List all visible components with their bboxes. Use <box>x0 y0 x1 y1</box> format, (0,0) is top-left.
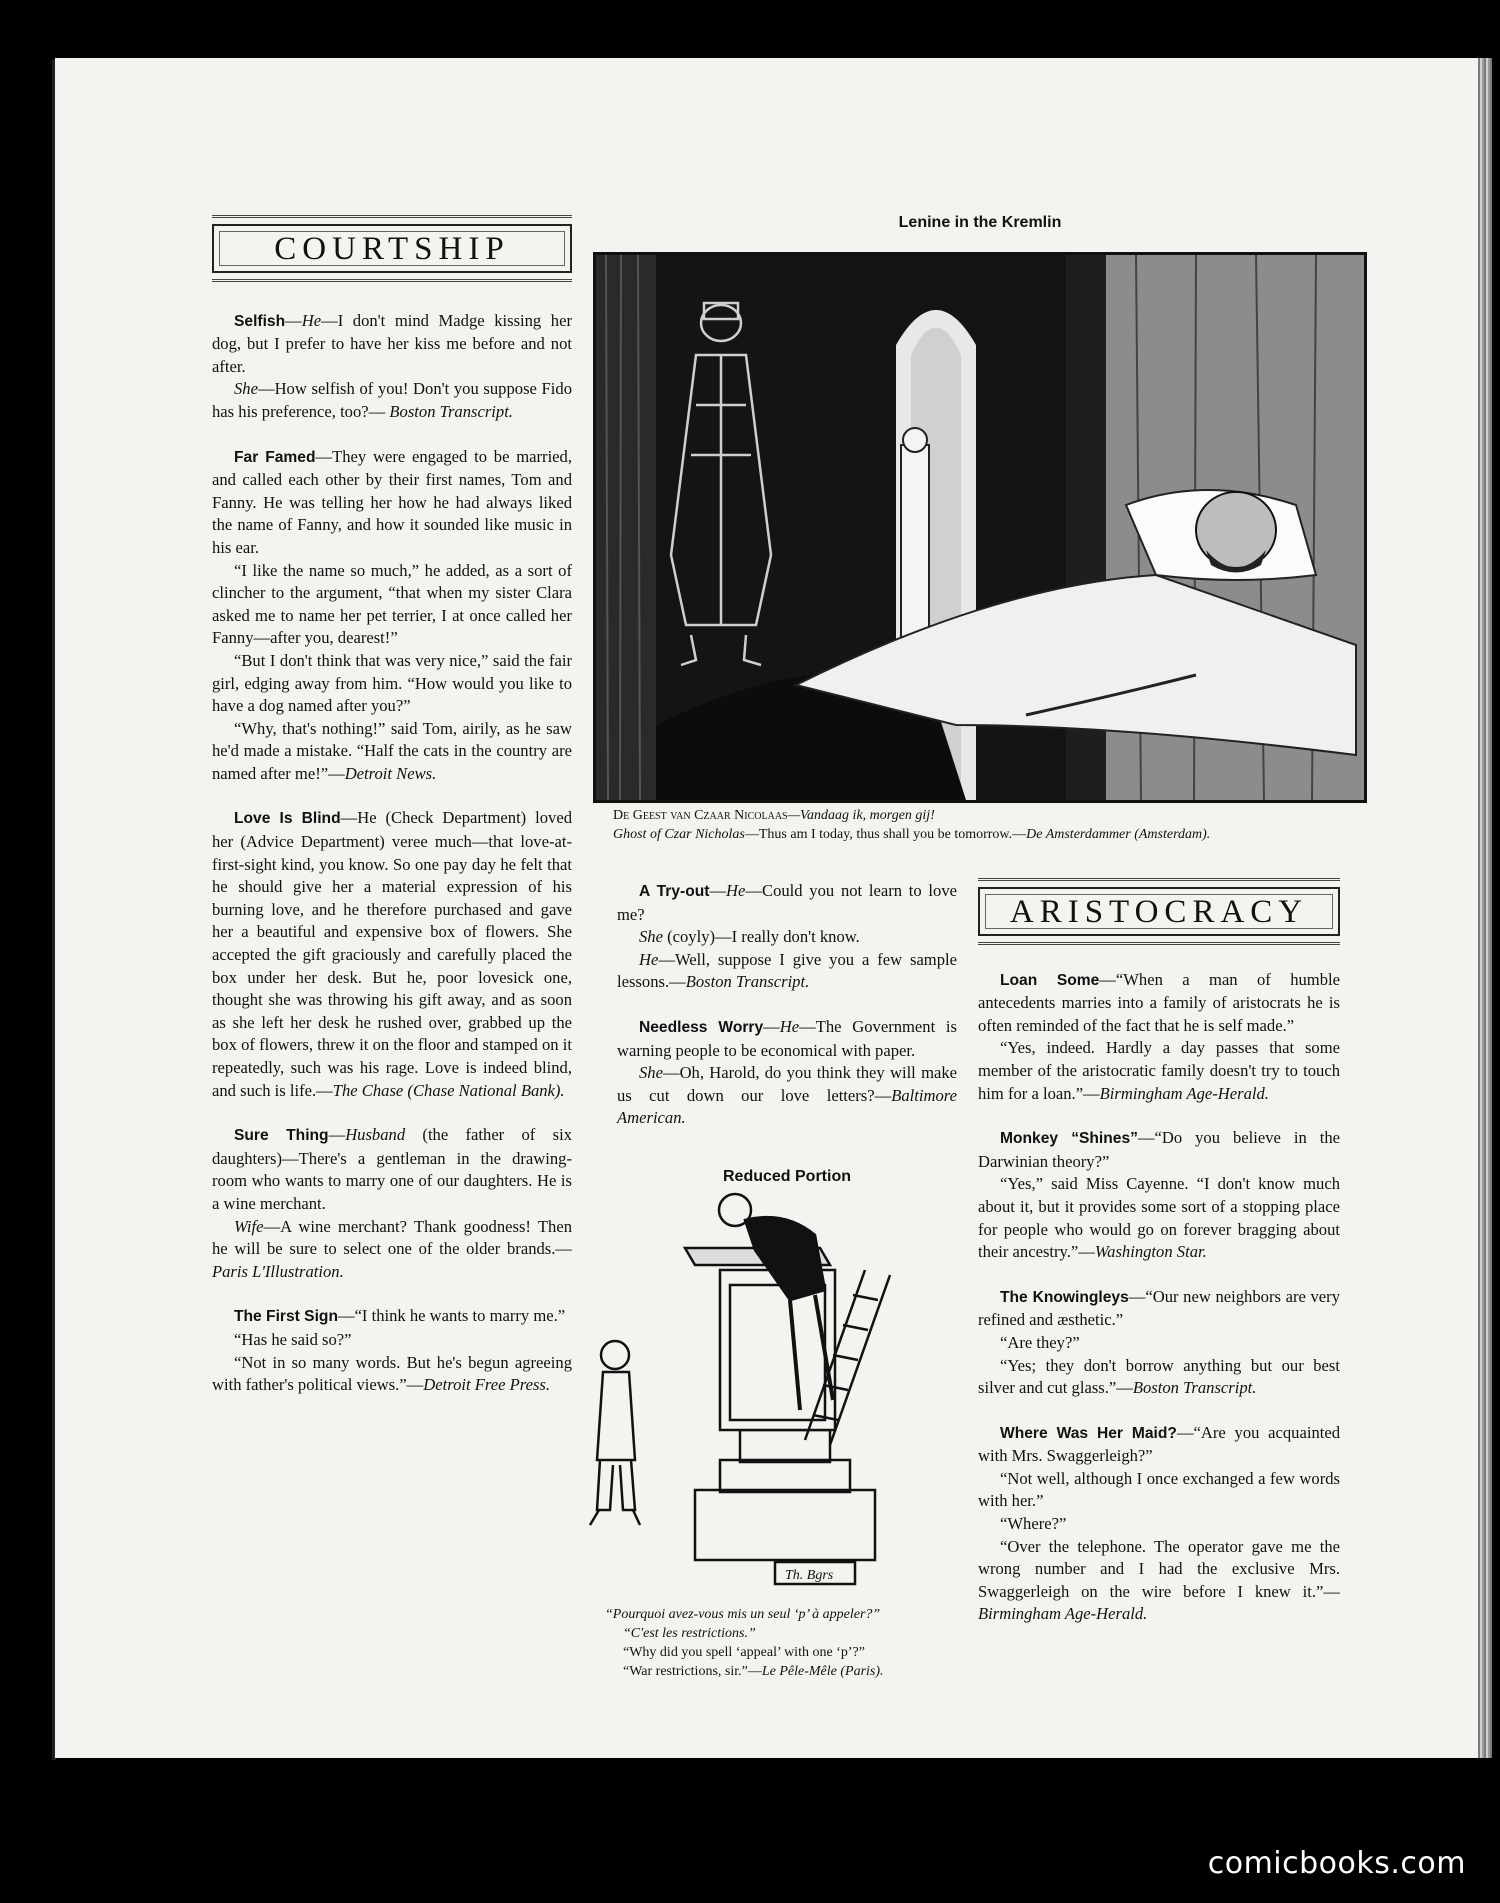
knowingleys-source: Boston Transcript. <box>1132 1378 1257 1398</box>
sure-thing-source: Paris L'Illustration. <box>212 1261 344 1281</box>
love-is-blind-item: Love Is Blind—He (Check Department) loved her (Advice Department) veree much—that love-at-first-sight kind, you know. So one pay day he felt that he should give her a material expression of his burning love, and he therefore purchased and gave her a beautiful and expensive box of flowers. She accepted the gift graciously and carefully placed the box under her desk. But he, poor lovesick one, thought she was throwing his gift away, and as soon as she left her desk he rushed over, grabbed up the box of flowers, threw it on the floor and stamped on it repeatedly, such was his rage. Love is indeed blind, and such is life.—The Chase (Chase National Bank). <box>212 808 573 1100</box>
aristocracy-column: ARISTOCRACY Loan Some—“When a man of humble antecedents marries into a family of aristocrats he is often reminded of the fact that he is self made.” “Yes, indeed. Hardly a day passes that some member of the aristocratic family doesn't try to touch him for a loan.”—Birmingham Age-Herald. Monkey “Shines”—“Do you believe in the Darwinian theory?” “Yes,” said Miss Cayenne. “I don't know much about it, but it provides some sort of a stopping place for people who would go on forever bragging about their ancestry.”—Washington Star. The Knowingleys—“Our new neighbors are very refined and æsthetic.” “Are they?” “Yes; they don't borrow anything but our best silver and cut glass.”—Boston Transcript. Where Was Her Maid?—“Are you acquainted with Mrs. Swaggerleigh?” “Not well, although I once exchanged a few words with her.” “Where?” “Over the telephone. The operator gave me the wrong number and I had the exclusive Mrs. Swaggerleigh on the wire before I knew it.”—Birmingham Age-Herald. <box>978 878 1340 1626</box>
lenine-caption: De Geest van Czaar Nicolaas—Vandaag ik, morgen gij! Ghost of Czar Nicholas—Thus am I today, thus shall you be tomorrow.—De Amsterdammer (Amsterdam). <box>613 808 1211 842</box>
needless-worry-item: Needless Worry—He—The Government is warning people to be economical with paper. <box>617 1016 957 1060</box>
lenine-cartoon <box>593 252 1367 803</box>
middle-column: A Try-out—He—Could you not learn to love me? She (coyly)—I really don't know. He—Well, suppose I give you a few sample lessons.—Boston Transcript. Needless Worry—He—The Government is warning people to be economical with paper. She—Oh, Harold, do you think they will make us cut down our love letters?—Baltimore American. <box>617 881 958 1128</box>
loan-some-item: Loan Some—“When a man of humble antecedents marries into a family of aristocrats he is often reminded of the fact that he is self made.” <box>978 969 1340 1035</box>
monkey-shines-item: Monkey “Shines”—“Do you believe in the Darwinian theory?” <box>978 1128 1340 1171</box>
first-sign-item: The First Sign—“I think he wants to marry me.” <box>234 1306 566 1326</box>
selfish-item: Selfish—He—I don't mind Madge kissing her dog, but I prefer to have her kiss me before and not after. <box>212 310 572 376</box>
aristocracy-heading-frame <box>978 878 1340 945</box>
reduced-portion-caption: “Pourquoi avez-vous mis un seul ‘p’ à appeler?” “C'est les restrictions.” “Why did you spell ‘appeal’ with one ‘p’?” “War restrictions, sir.”—Le Pêle-Mêle (Paris). <box>605 1607 884 1679</box>
courtship-column: COURTSHIP Selfish—He—I don't mind Madge kissing her dog, but I prefer to have her kiss me before and not after. She—How selfish of you! Don't you suppose Fido has his preference, too?— Boston Transcript. Far Famed—They were engaged to be married, and called each other by their first names, Tom and Fanny. He was telling her how he had always liked the name of Fanny, and how it sounded like music in his ear. “I like the name so much,” he added, as a sort of clincher to the argument, “that when my sister Clara asked me to name her pet terrier, I at once called her Fanny—after you, dearest!” “But I don't think that was very nice,” said the fair girl, edging away from him. “How would you like to have a dog named after you?” “Why, that's nothing!” said Tom, airily, as he saw he'd made a mistake. “Half the cats in the country are named after me!”—Detroit News. Love Is Blind—He (Check Department) loved her (Advice Department) veree much—that love-at-first-sight kind, you know. So one pay day he felt that he should give her a material expression of his burning love, and he therefore purchased and gave her a beautiful and expensive box of flowers. She accepted the gift graciously and carefully placed the box under her desk. But he, poor lovesick one, thought she was throwing his gift away, and as soon as she left her desk he rushed over, grabbed up the box of flowers, threw it on the floor and stamped on it repeatedly, such was his rage. Love is indeed blind, and such is life.—The Chase (Chase National Bank). Sure Thing—Husband (the father of six daughters)—There's a gentleman in the drawing-room who wants to marry one of our daughters. He is a wine merchant. Wife—A wine merchant? Thank goodness! Then he will be sure to select one of the older brands.—Paris L'Illustration. The First Sign—“I think he wants to marry me.” “Has he said so?” “Not in so many words. But he's begun agreeing with father's political views.”—Detroit Free Press. <box>212 215 572 1397</box>
far-famed-item: Far Famed—They were engaged to be married, and called each other by their first names, Tom and Fanny. He was telling her how he had always liked the name of Fanny, and how it sounded like music in his ear. <box>212 446 572 557</box>
far-famed-source: Detroit News. <box>344 763 437 783</box>
site-watermark: comicbooks.com <box>1207 1846 1466 1881</box>
aristocracy-heading: ARISTOCRACY <box>978 887 1340 936</box>
needless-source: Baltimore American. <box>617 1085 957 1128</box>
first-sign-source: Detroit Free Press. <box>423 1375 551 1395</box>
tryout-item: A Try-out—He—Could you not learn to love me? <box>617 881 958 924</box>
page-edge <box>1478 58 1492 1758</box>
lenine-cartoon-drawing <box>596 255 1364 800</box>
maid-source: Birmingham Age-Herald. <box>978 1604 1148 1624</box>
sure-thing-item: Sure Thing—Husband (the father of six daughters)—There's a gentleman in the drawing-room who wants to marry one of our daughters. He is a wine merchant. <box>212 1125 572 1213</box>
reduced-portion-title: Reduced Portion <box>722 1168 851 1185</box>
knowingleys-item: The Knowingleys—“Our new neighbors are very refined and æsthetic.” <box>978 1286 1340 1330</box>
reduced-portion-cartoon <box>585 1190 965 1590</box>
courtship-heading-frame <box>212 215 572 282</box>
maid-item: Where Was Her Maid?—“Are you acquainted with Mrs. Swaggerleigh?” <box>978 1422 1341 1466</box>
loan-some-source: Birmingham Age-Herald. <box>1099 1083 1269 1103</box>
love-is-blind-source: The Chase (Chase National Bank). <box>332 1080 565 1100</box>
monkey-source: Washington Star. <box>1094 1242 1207 1262</box>
selfish-source: Boston Transcript. <box>389 401 513 421</box>
lenine-title: Lenine in the Kremlin <box>898 214 1062 231</box>
courtship-heading: COURTSHIP <box>212 224 572 273</box>
reduced-portion-drawing <box>585 1190 965 1590</box>
tryout-source: Boston Transcript. <box>685 972 810 992</box>
cartoon-signature: Th. Bgrs <box>785 1568 834 1583</box>
